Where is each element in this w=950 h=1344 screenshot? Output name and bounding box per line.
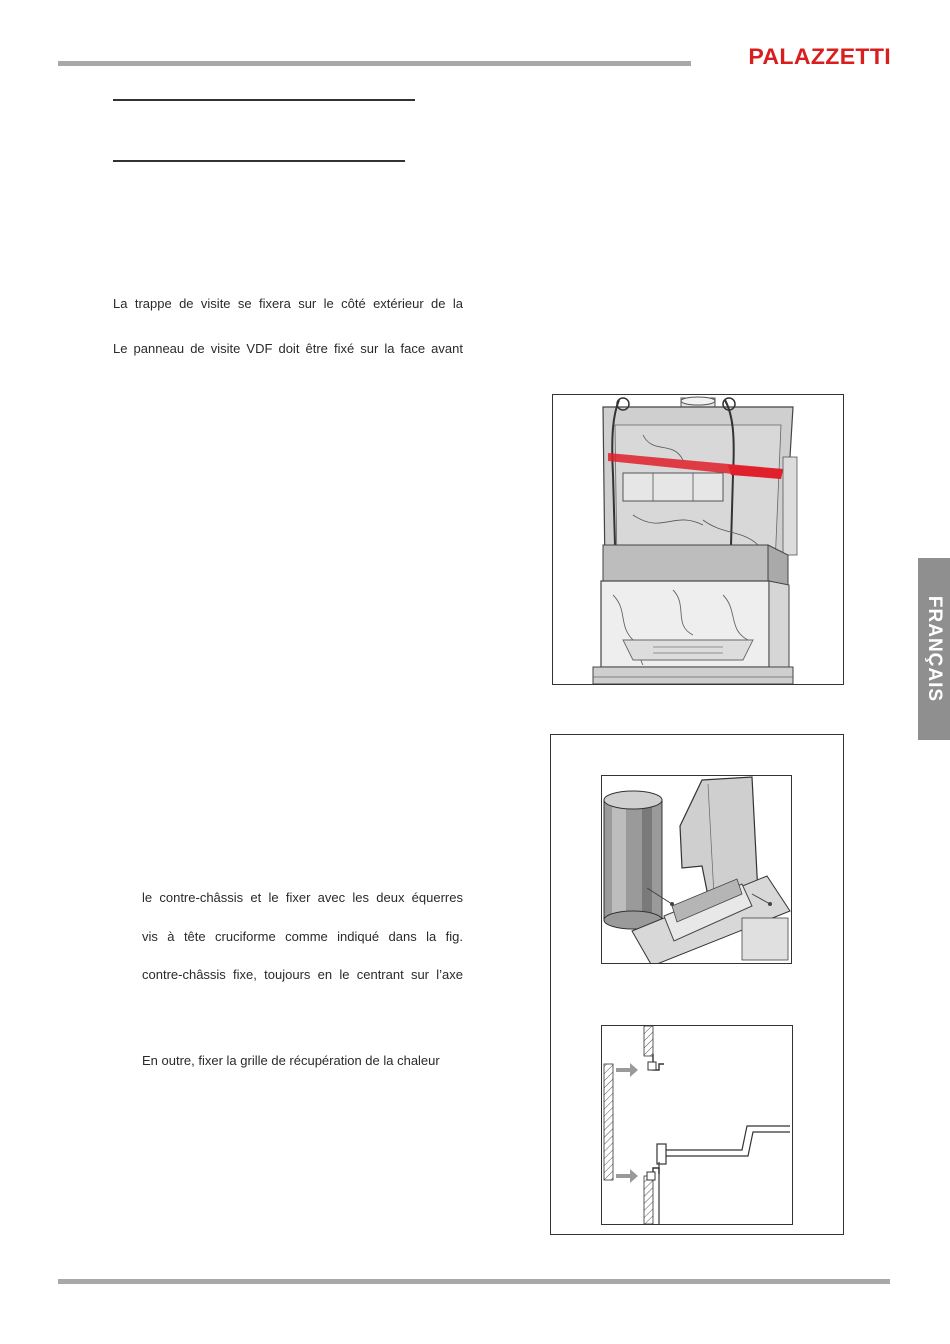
paragraph-grille: En outre, fixer la grille de récupération de la chaleur: [142, 1053, 440, 1068]
heading-underline-2: [113, 160, 405, 162]
fireplace-insert-diagram-icon: [553, 395, 843, 684]
heading-underline-1: [113, 99, 415, 101]
hatch-bracket-section-diagram-icon: [602, 1026, 792, 1224]
paragraph-trappe: La trappe de visite se fixera sur le côté extérieur de la: [113, 296, 463, 311]
hatch-assembly-figure: [601, 775, 792, 964]
brand-logo: [704, 43, 891, 71]
hatch-figure-frame: [550, 734, 844, 1235]
header-rule: [58, 61, 691, 66]
brand-name: PALAZZETTI: [748, 44, 891, 69]
paragraph-contre-chassis: le contre-châssis et le fixer avec les deux équerres: [142, 890, 463, 905]
fireplace-insert-figure: [552, 394, 844, 685]
footer-rule: [58, 1279, 890, 1284]
language-tab-label: FRANÇAIS: [924, 595, 945, 703]
paragraph-centrage: contre-châssis fixe, toujours en le centrant sur l’axe: [142, 967, 463, 982]
paragraph-vis: vis à tête cruciforme comme indiqué dans la fig.: [142, 929, 463, 944]
language-tab: [918, 558, 950, 740]
paragraph-panneau: Le panneau de visite VDF doit être fixé sur la face avant: [113, 341, 463, 356]
bracket-section-figure: [601, 1025, 793, 1225]
inspection-hatch-assembly-diagram-icon: [602, 776, 791, 963]
